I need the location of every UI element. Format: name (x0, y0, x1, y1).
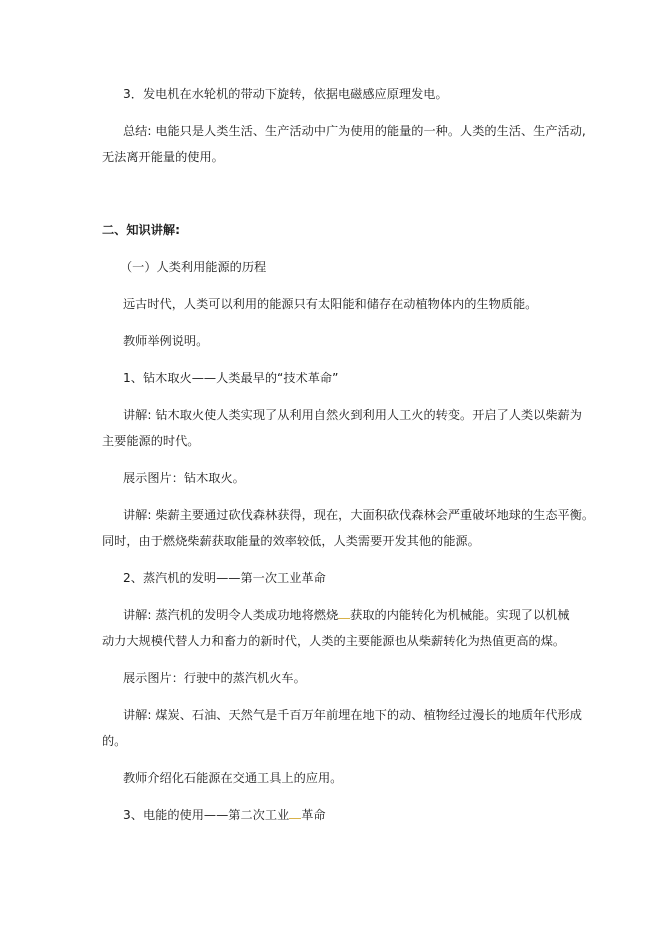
blank-underline-mark (289, 808, 301, 819)
paragraph-explain-4-line-2: 的。 (102, 734, 127, 748)
paragraph-explain-2-line-1: 讲解: 柴薪主要通过砍伐森林获得，现在，大面积砍伐森林会严重破坏地球的生态平衡。 (123, 508, 595, 522)
paragraph-explain-4-line-1: 讲解: 煤炭、石油、天然气是千百万年前埋在地下的动、植物经过漫长的地质年代形成 (123, 708, 582, 722)
section-heading: 二、知识讲解: (102, 223, 180, 237)
paragraph-explain-1-line-1: 讲解: 钻木取火使人类实现了从利用自然火到利用人工火的转变。开启了人类以柴薪为 (123, 408, 582, 422)
list-item-3-title (123, 807, 326, 824)
paragraph-explain-1-line-2: 主要能源的时代。 (102, 434, 200, 448)
subsection-heading: （一）人类利用能源的历程 (120, 260, 267, 274)
paragraph-teacher-example: 教师举例说明。 (123, 334, 209, 348)
paragraph-explain-3-part-b: 获取的内能转化为机械能。实现了以机械 (350, 608, 570, 622)
paragraph-ancient-energy: 远古时代，人类可以利用的能源只有太阳能和储存在动植物体内的生物质能。 (123, 297, 538, 311)
list-item-2-title: 2、蒸汽机的发明——第一次工业革命 (123, 571, 326, 585)
paragraph-explain-3-line-2: 动力大规模代替人力和畜力的新时代，人类的主要能源也从柴薪转化为热值更高的煤。 (102, 634, 566, 648)
paragraph-show-picture-1: 展示图片：钻木取火。 (123, 471, 245, 485)
blank-underline-mark (338, 608, 350, 619)
paragraph-generator: 3．发电机在水轮机的带动下旋转，依据电磁感应原理发电。 (123, 87, 448, 101)
paragraph-explain-3-part-a: 讲解: 蒸汽机的发明令人类成功地将燃烧 (123, 608, 339, 622)
list-item-3-part-a: 3、电能的使用——第二次工业 (123, 808, 290, 822)
list-item-1-title: 1、钻木取火——人类最早的“技术革命” (123, 371, 339, 385)
paragraph-show-picture-2: 展示图片：行驶中的蒸汽机火车。 (123, 671, 306, 685)
paragraph-explain-3-line-1 (123, 607, 570, 624)
paragraph-summary-line-1: 总结: 电能只是人类生活、生产活动中广为使用的能量的一种。人类的生活、生产活动, (123, 124, 586, 138)
list-item-3-part-b: 革命 (301, 808, 326, 822)
paragraph-teacher-fossil-fuels: 教师介绍化石能源在交通工具上的应用。 (123, 771, 343, 785)
paragraph-summary-line-2: 无法离开能量的使用。 (102, 150, 224, 164)
paragraph-explain-2-line-2: 同时，由于燃烧柴薪获取能量的效率较低，人类需要开发其他的能源。 (102, 534, 480, 548)
